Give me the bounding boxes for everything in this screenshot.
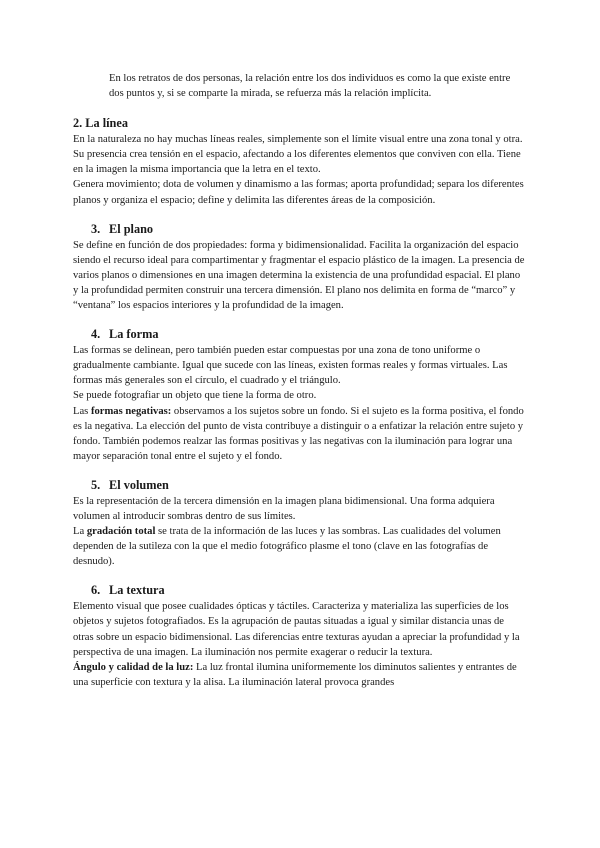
section-heading-textura <box>73 582 527 599</box>
linea-paragraph-1: En la naturaleza no hay muchas líneas reales, simplemente son el límite visual entre una zona tonal y otra. Su presencia crea tensión en el espacio, afectando a los diferentes elementos que conviven con ella. Tiene en la imagen la misma importancia que la letra en el texto. <box>73 134 523 176</box>
section-title: El plano <box>109 221 154 236</box>
textura-paragraph-1: Elemento visual que posee cualidades ópticas y táctiles. Caracteriza y materializa las superficies de los objetos y sujetos fotografiados. Es la agrupación de pautas situadas a igual y similar distancia unas de otras sobre un espacio bidimensional. Las diferencias entre texturas ayudan a apreciar la profundidad y la perspectiva de una imagen. La iluminación nos permite exagerar o reducir la textura. <box>73 601 520 658</box>
section-number: 5. <box>91 477 101 492</box>
section-number: 4. <box>91 327 101 342</box>
text-run: se trata de la información de las luces y las sombras. Las cualidades del volumen dependen de la sutileza con la que el medio fotográfico plasme el tono (clave en las fotografías de desnudo). <box>73 526 501 568</box>
volumen-paragraph-1: Es la representación de la tercera dimensión en la imagen plana bidimensional. Una forma adquiera volumen al introducir sombras dentro de sus límites. <box>73 495 495 522</box>
text-run: observamos a los sujetos sobre un fondo. Si el sujeto es la forma positiva, el fondo es la negativa. La elección del punto de vista contribuye a distinguir o a enfatizar la relación entre sujeto y fondo. También podemos realzar las formas positivas y las negativas con la iluminación para lograr una mayor separación tonal entre el sujeto y el fondo. <box>73 405 524 462</box>
section-number: 6. <box>91 583 101 598</box>
text-run: La <box>73 526 87 538</box>
textura-paragraph-2 <box>73 660 527 690</box>
forma-paragraph-2: Se puede fotografiar un objeto que tiene la forma de otro. <box>73 390 317 402</box>
bold-term: formas negativas: <box>90 405 172 417</box>
text-run: Las <box>73 405 91 417</box>
section-title: La textura <box>109 583 165 598</box>
text-run: La luz frontal ilumina uniformemente los diminutos salientes y entrantes de una superficie con textura y la alisa. La iluminación lateral provoca grandes <box>73 661 517 688</box>
section-heading-volumen <box>73 477 527 494</box>
bold-term: gradación total <box>86 526 156 538</box>
linea-paragraph-2: Genera movimiento; dota de volumen y dinamismo a las formas; aporta profundidad; separa los diferentes planos y organiza el espacio; define y delimita las diferentes áreas de la composición. <box>73 179 524 206</box>
plano-paragraph-1: Se define en función de dos propiedades: forma y bidimensionalidad. Facilita la organización del espacio siendo el recurso ideal para compartimentar y fragmentar el espacio plástico de la imagen. La presencia de varios planos o dimensiones en una imagen determina la existencia de una profundidad espacial. El plano y la profundidad permiten construir una tercera dimensión. El plano nos delimita en forma de “marco” y “ventana” los espacios interiores y la profundidad de la imagen. <box>73 239 525 312</box>
section-number: 3. <box>91 221 101 236</box>
bold-term: Ángulo y calidad de la luz: <box>73 661 194 673</box>
section-heading-forma <box>73 326 527 343</box>
section-title: La forma <box>109 327 159 342</box>
forma-paragraph-1: Las formas se delinean, pero también pueden estar compuestas por una zona de tono uniforme o gradualmente cambiante. Igual que sucede con las líneas, existen formas reales y formas virtuales. Las formas más generales son el círculo, el cuadrado y el triángulo. <box>73 345 508 387</box>
section-heading-linea: 2. La línea <box>73 116 128 131</box>
volumen-paragraph-2 <box>73 524 527 569</box>
intro-paragraph: En los retratos de dos personas, la relación entre los dos individuos es como la que existe entre dos puntos y, si se comparte la mirada, se refuerza más la relación implícita. <box>109 73 511 100</box>
forma-paragraph-3 <box>73 404 527 464</box>
section-heading-plano <box>73 221 527 238</box>
section-title: El volumen <box>109 477 169 492</box>
